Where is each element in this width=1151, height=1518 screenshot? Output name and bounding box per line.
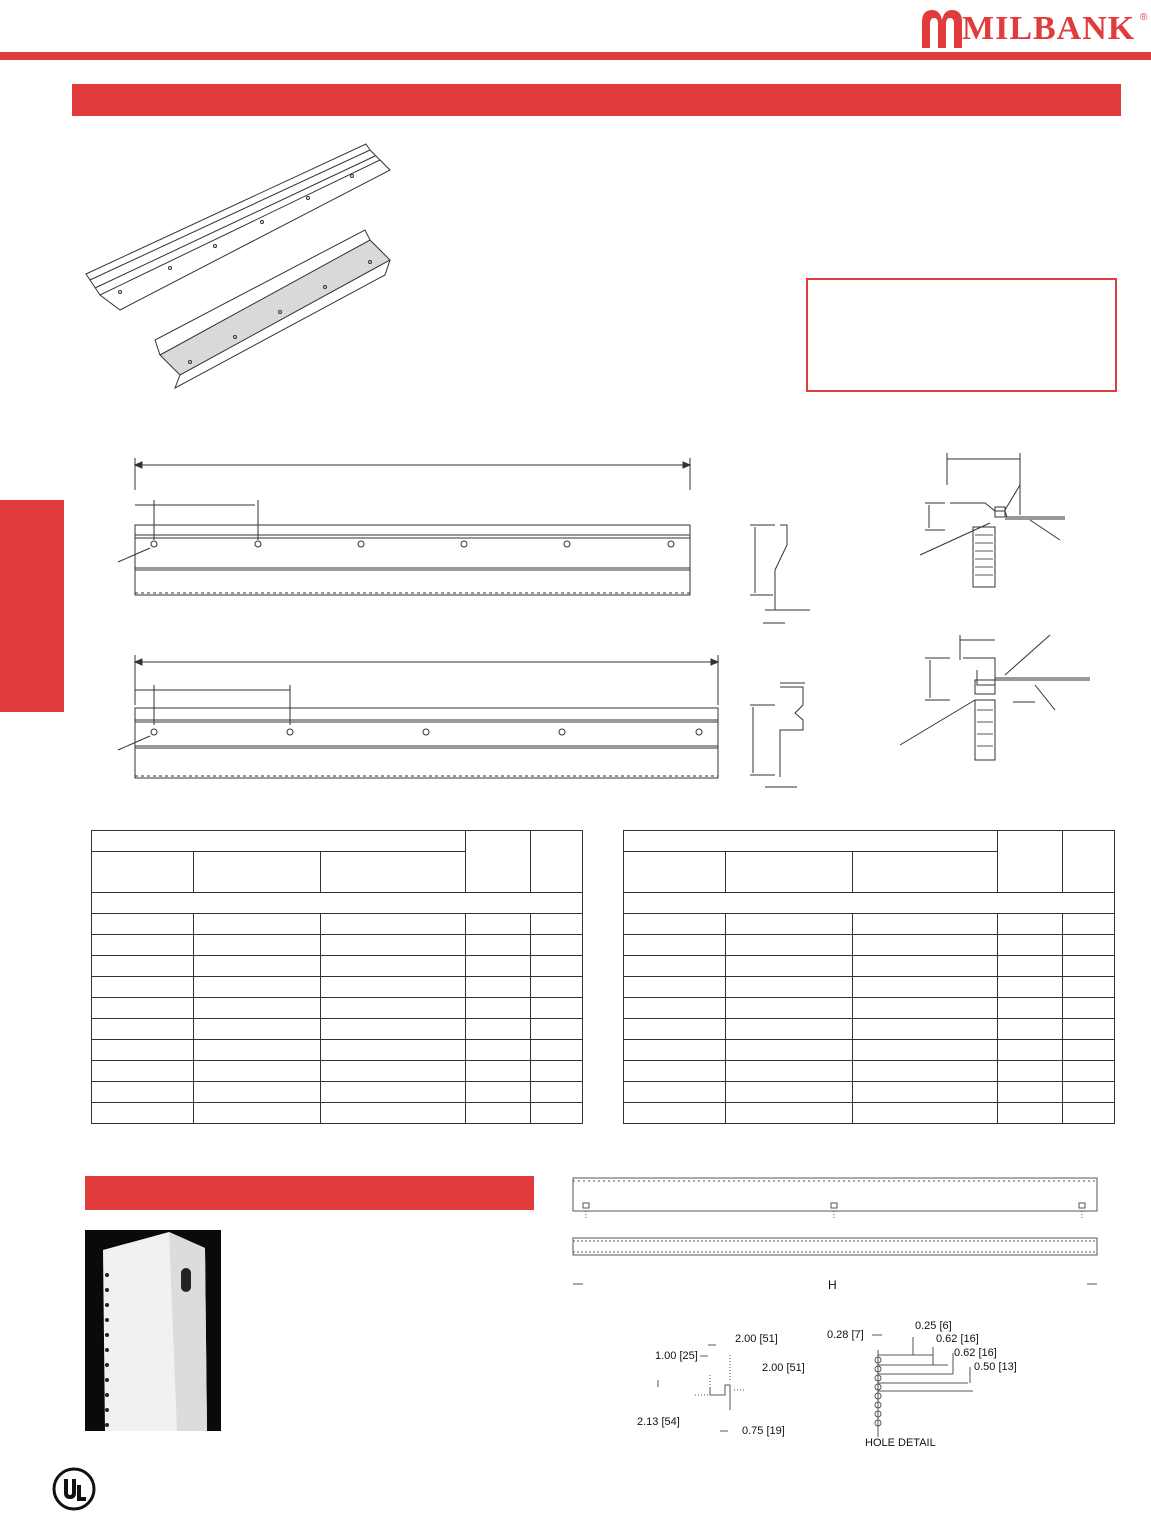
length-dimension-label: H xyxy=(828,1278,837,1292)
section-title-bar xyxy=(72,84,1121,116)
install-detail-drawing-1 xyxy=(895,445,1075,595)
table-row xyxy=(624,1019,1115,1040)
table-row xyxy=(624,977,1115,998)
rail-elevation-drawing-1 xyxy=(110,450,710,600)
install-detail-drawing-2 xyxy=(895,630,1095,765)
profile-dim-c: 2.00 [51] xyxy=(762,1362,805,1374)
table-row xyxy=(624,1103,1115,1124)
rail-section-drawing-2 xyxy=(735,675,825,795)
side-tab xyxy=(0,500,64,712)
profile-dim-d: 2.13 [54] xyxy=(637,1416,680,1428)
spec-table-right xyxy=(623,830,1115,1124)
profile-dim-a: 2.00 [51] xyxy=(735,1333,778,1345)
milbank-arch-icon xyxy=(920,8,964,48)
table-row xyxy=(92,1061,583,1082)
header-rule xyxy=(0,52,1151,60)
profile-dim-e: 0.75 [19] xyxy=(742,1425,785,1437)
rail-isometric-drawing xyxy=(80,140,400,390)
table-row xyxy=(92,1019,583,1040)
product-photo xyxy=(85,1230,221,1431)
table-row xyxy=(92,956,583,977)
hole-dim-d4: 0.62 [16] xyxy=(954,1347,997,1359)
table-row xyxy=(92,977,583,998)
ul-listed-icon xyxy=(52,1467,96,1511)
table-row xyxy=(92,1082,583,1103)
spec-table-left xyxy=(91,830,583,1124)
upright-channel-photo xyxy=(85,1230,221,1431)
table-row xyxy=(92,998,583,1019)
channel-span-drawing xyxy=(565,1175,1105,1295)
table-row xyxy=(92,935,583,956)
brand-logo xyxy=(920,6,1150,50)
registered-mark: ® xyxy=(1140,12,1148,23)
table-row xyxy=(92,1040,583,1061)
note-box xyxy=(806,278,1117,392)
profile-dim-b: 1.00 [25] xyxy=(655,1350,698,1362)
table-row xyxy=(624,1061,1115,1082)
brand-name: MILBANK xyxy=(962,10,1136,47)
table-row xyxy=(92,1103,583,1124)
hole-dim-d5: 0.50 [13] xyxy=(974,1361,1017,1373)
table-row xyxy=(624,914,1115,935)
table-row xyxy=(624,935,1115,956)
hole-dim-d1: 0.25 [6] xyxy=(915,1320,952,1332)
hole-detail-title: HOLE DETAIL xyxy=(865,1437,936,1449)
hole-dim-d2: 0.28 [7] xyxy=(827,1329,864,1341)
table-row xyxy=(624,956,1115,977)
hole-dim-d3: 0.62 [16] xyxy=(936,1333,979,1345)
rail-elevation-drawing-2 xyxy=(110,650,730,790)
table-row xyxy=(624,1040,1115,1061)
table-row xyxy=(624,998,1115,1019)
subsection-title-bar xyxy=(85,1176,534,1210)
table-row xyxy=(624,1082,1115,1103)
table-row xyxy=(92,914,583,935)
rail-section-drawing-1 xyxy=(735,515,825,630)
